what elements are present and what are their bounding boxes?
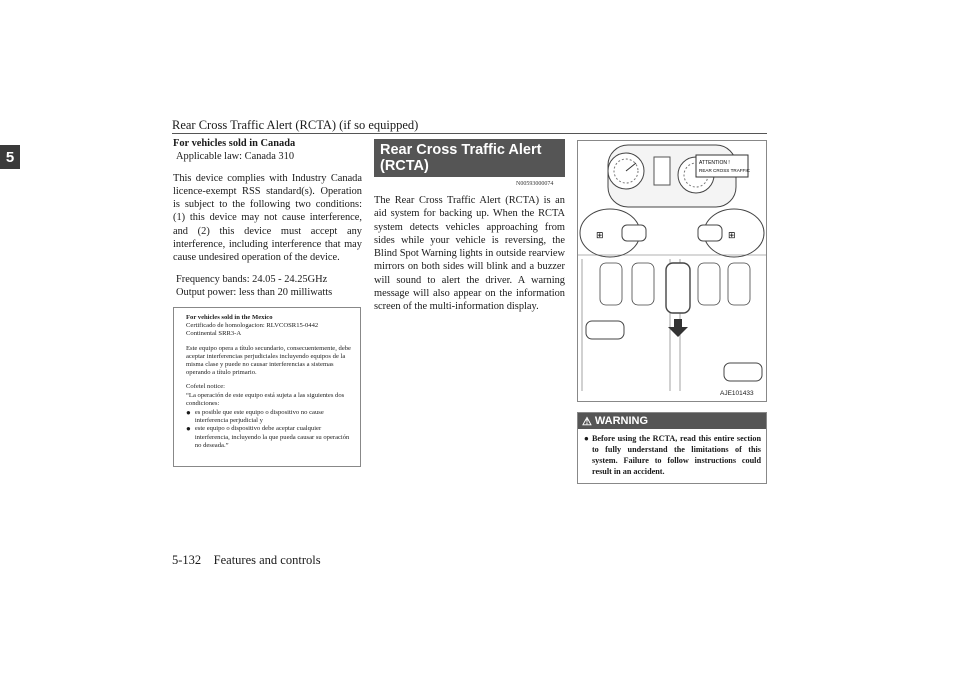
mexico-paragraph: Este equipo opera a título secundario, consecuentemente, debe aceptar interferencias perjudiciales incluyendo equipos de la misma clase y puede no causar interferencias a sistemas operando a título primario. [186,344,351,377]
right-mirror-icon [698,225,722,241]
canada-heading: For vehicles sold in Canada [173,138,296,149]
section-ref-code: N00593000074 [516,181,554,187]
section-title: Rear Cross Traffic Alert (RCTA) [380,142,542,174]
approaching-car-right [724,363,762,381]
bullet-dot-icon: ● [186,408,191,418]
output-power: Output power: less than 20 milliwatts [176,286,333,298]
parked-cars [600,263,750,313]
canada-law: Applicable law: Canada 310 [176,151,295,163]
display-line2: REAR CROSS TRAFFIC [699,168,750,173]
frequency-bands: Frequency bands: 24.05 - 24.25GHz [176,273,328,285]
multi-info-display-icon [654,157,670,185]
header-rule [172,133,767,134]
page-header-title: Rear Cross Traffic Alert (RCTA) (if so equipped) [172,118,419,132]
cofetel-label: Cofetel notice: [186,383,225,391]
left-blind-spot-icon: ⊞ [596,231,604,241]
warning-label: WARNING [594,415,649,427]
section-body: The Rear Cross Traffic Alert (RCTA) is an aid system for backing up. When the RCTA system detects vehicles approaching from sides while your vehicle is reversing, the Blind Spot Warning lights in outside rearview mirrors on both sides will blink and a buzzer will sound to alert the driver. A warning message will also appear on the information screen of the multi-information display. [374,195,565,313]
bullet-dot-icon: ● [584,434,589,443]
warning-triangle-icon: ⚠ [582,415,592,428]
mexico-bullet: ● es posible que este equipo o dispositivo no cause interferencia perjudicial y [186,408,324,425]
rcta-diagram-svg [578,141,766,401]
warning-text: Before using the RCTA, read this entire section to fully understand the limitations of this system. Failure to follow instructions could result in an accident. [591,434,761,476]
reverse-arrow-icon [668,319,688,337]
compliance-text: This device complies with Industry Canada licence-exempt RSS standard(s). Operation is subject to the following two conditions: (1) this device may not cause interference, and (2) this device must accept any interference, including interference that may cause undesired operation of the device. [173,172,362,264]
mexico-cert-line2: Continental SRR3-A [186,330,242,338]
mexico-bullet: ● este equipo o dispositivo debe aceptar cualquier interferencia, incluyendo la que pueda causar su operación no deseada.” [186,424,350,449]
warning-item [578,429,766,477]
warning-header [578,413,766,429]
bullet-dot-icon: ● [186,424,191,434]
figure-code: AJE101433 [720,390,754,397]
warning-box [577,412,767,484]
left-column [173,137,362,299]
approaching-car-left [586,321,624,339]
rcta-illustration [577,140,767,402]
section-subtitle: (if so equipped) [380,179,449,190]
warning-callout [696,155,748,177]
right-blind-spot-icon: ⊞ [728,231,736,241]
display-line1: ATTENTION ! [699,160,730,166]
mexico-heading: For vehicles sold in the Mexico [186,314,273,321]
page-footer: 5-132 Features and controls [172,553,321,567]
cofetel-quote: “La operación de este equipo está sujeta a las siguientes dos condiciones: [186,391,345,407]
mexico-certification-box [173,307,361,467]
left-mirror-icon [622,225,646,241]
mexico-cert-line1: Certificado de homologacion: RLVCOSR15-0442 [186,322,319,330]
chapter-tab: 5 [0,145,20,169]
